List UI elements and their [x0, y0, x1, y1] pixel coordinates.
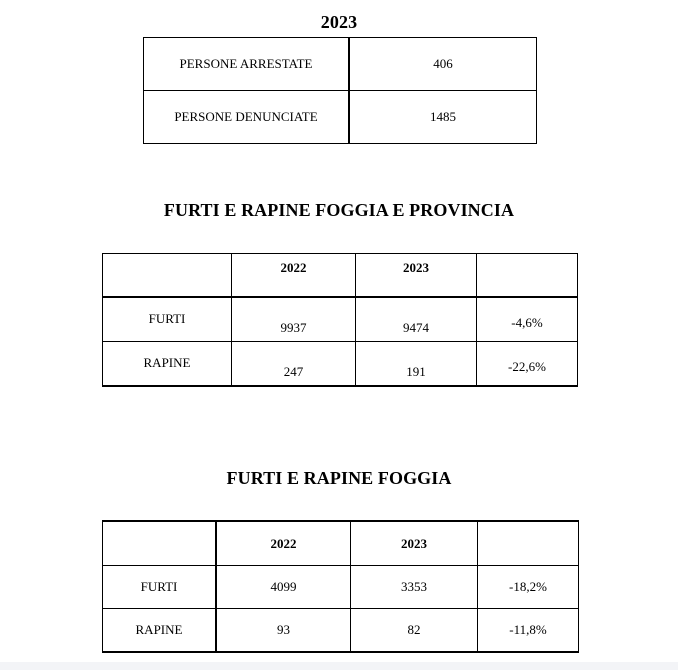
value-2022: 247: [283, 364, 304, 379]
value-2023-cell: [356, 297, 477, 342]
header-2022: 2022: [216, 521, 351, 566]
row-label: RAPINE: [143, 355, 191, 370]
value-2022-cell: [232, 297, 356, 342]
table-row: [103, 609, 579, 653]
reported-value: 1485: [349, 91, 537, 144]
row-label-cell: [103, 297, 232, 342]
value-2022: 9937: [280, 320, 307, 335]
row-label: FURTI: [103, 566, 217, 609]
header-empty: [103, 254, 232, 298]
value-2023: 191: [406, 364, 426, 379]
province-thefts-table: [102, 253, 578, 387]
header-change: [477, 254, 578, 298]
change-value: -18,2%: [478, 566, 579, 609]
table-row: [103, 342, 578, 387]
table-header-row: [103, 521, 579, 566]
change-value: -22,6%: [508, 359, 546, 374]
section1-title: 2023: [320, 12, 358, 32]
change-cell: [477, 342, 578, 387]
header-2022-label: 2022: [280, 260, 307, 275]
row-label: RAPINE: [103, 609, 217, 653]
table-row: [103, 566, 579, 609]
header-empty: [103, 521, 217, 566]
arrested-value: 406: [349, 38, 537, 91]
header-2023: [356, 254, 477, 298]
row-label-cell: [103, 342, 232, 387]
value-2023: 3353: [351, 566, 478, 609]
table-row: [103, 297, 578, 342]
header-2023-label: 2023: [403, 260, 429, 275]
section2-title: FURTI E RAPINE FOGGIA E PROVINCIA: [163, 200, 515, 220]
change-cell: [477, 297, 578, 342]
table-row: [144, 91, 537, 144]
header-2023: 2023: [351, 521, 478, 566]
section3-title: FURTI E RAPINE FOGGIA: [226, 468, 452, 488]
reported-label: PERSONE DENUNCIATE: [144, 91, 350, 144]
header-change: [478, 521, 579, 566]
arrested-label: PERSONE ARRESTATE: [144, 38, 350, 91]
value-2023-cell: [356, 342, 477, 387]
header-2022: [232, 254, 356, 298]
value-2023: 9474: [403, 320, 429, 335]
table-row: [144, 38, 537, 91]
table-header-row: [103, 254, 578, 298]
value-2022: 4099: [216, 566, 351, 609]
value-2022-cell: [232, 342, 356, 387]
value-2022: 93: [216, 609, 351, 653]
city-thefts-table: [102, 520, 579, 653]
arrests-table: [143, 37, 537, 144]
value-2023: 82: [351, 609, 478, 653]
change-value: -4,6%: [511, 315, 543, 330]
change-value: -11,8%: [478, 609, 579, 653]
row-label: FURTI: [148, 311, 186, 326]
